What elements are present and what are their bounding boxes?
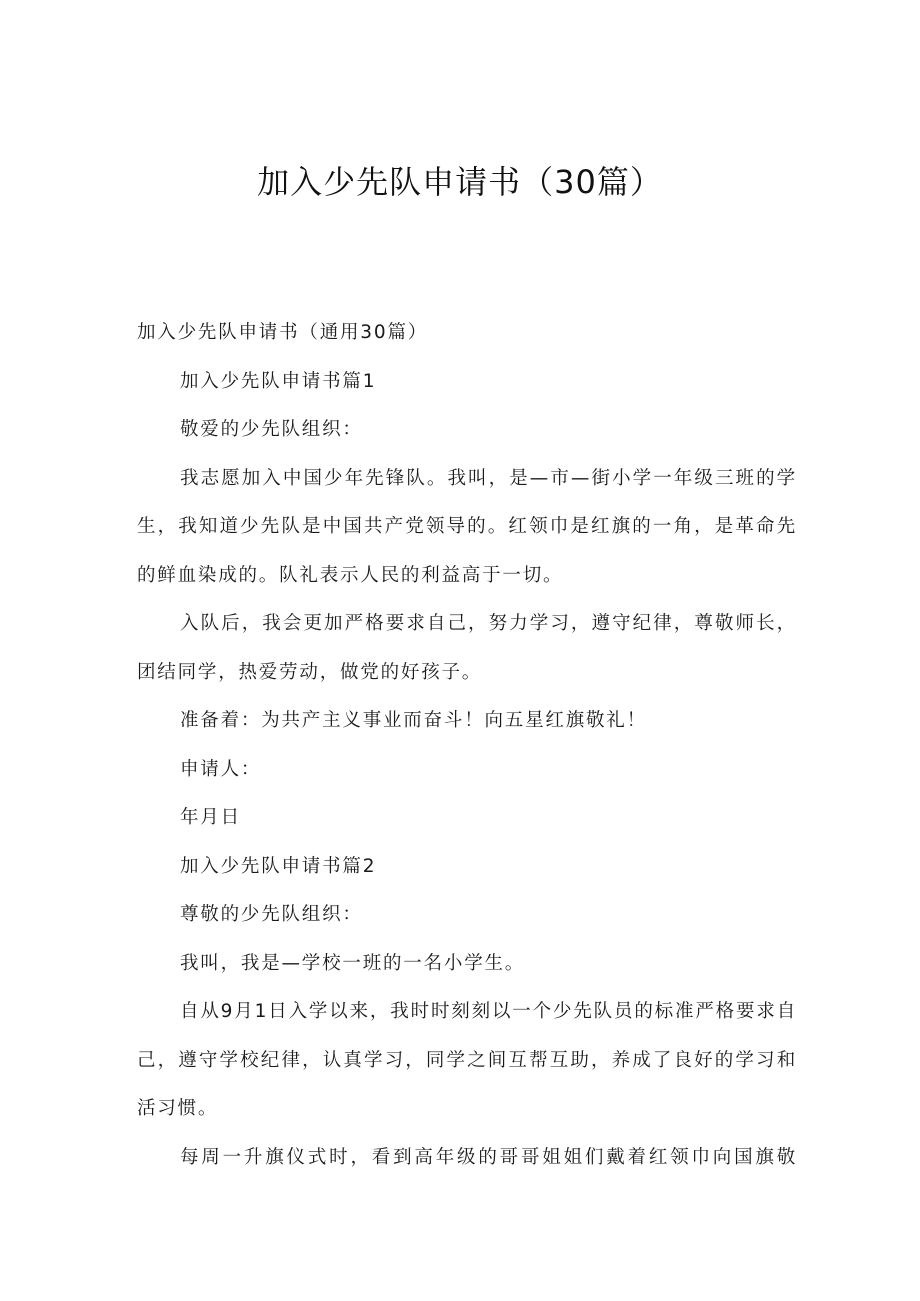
document-title: 加入少先队申请书（30篇）: [257, 163, 663, 201]
paragraph-line: 团结同学，热爱劳动，做党的好孩子。: [137, 661, 483, 683]
paragraph-line: 生，我知道少先队是中国共产党领导的。红领巾是红旗的一角，是革命先: [137, 516, 797, 537]
section-heading-2: 加入少先队申请书篇2: [180, 855, 377, 877]
applicant-line: 申请人：: [180, 758, 262, 780]
document-body: [137, 309, 797, 1182]
paragraph-line: 入队后，我会更加严格要求自己，努力学习，遵守纪律，尊敬师长，: [180, 613, 797, 634]
salutation-1: 敬爱的少先队组织：: [180, 419, 363, 440]
date-line: 年月日: [180, 807, 241, 828]
paragraph-line: 我志愿加入中国少年先锋队。我叫，是—市—街小学一年级三班的学: [180, 467, 797, 489]
paragraph-line: 己，遵守学校纪律，认真学习，同学之间互帮互助，养成了良好的学习和: [137, 1049, 797, 1071]
subtitle-line: 加入少先队申请书（通用30篇）: [137, 322, 429, 343]
paragraph-line: 每周一升旗仪式时，看到高年级的哥哥姐姐们戴着红领巾向国旗敬: [180, 1146, 797, 1168]
paragraph-line: 的鲜血染成的。队礼表示人民的利益高于一切。: [137, 564, 564, 586]
paragraph-line: 活习惯。: [137, 1098, 219, 1119]
salutation-2: 尊敬的少先队组织：: [180, 904, 363, 925]
paragraph-line: 我叫，我是—学校一班的一名小学生。: [180, 952, 526, 974]
section-heading-1: 加入少先队申请书篇1: [180, 370, 377, 392]
paragraph-line: 自从9月1日入学以来，我时时刻刻以一个少先队员的标准严格要求自: [180, 1001, 797, 1022]
paragraph-line: 准备着：为共产主义事业而奋斗！向五星红旗敬礼！: [180, 710, 647, 731]
